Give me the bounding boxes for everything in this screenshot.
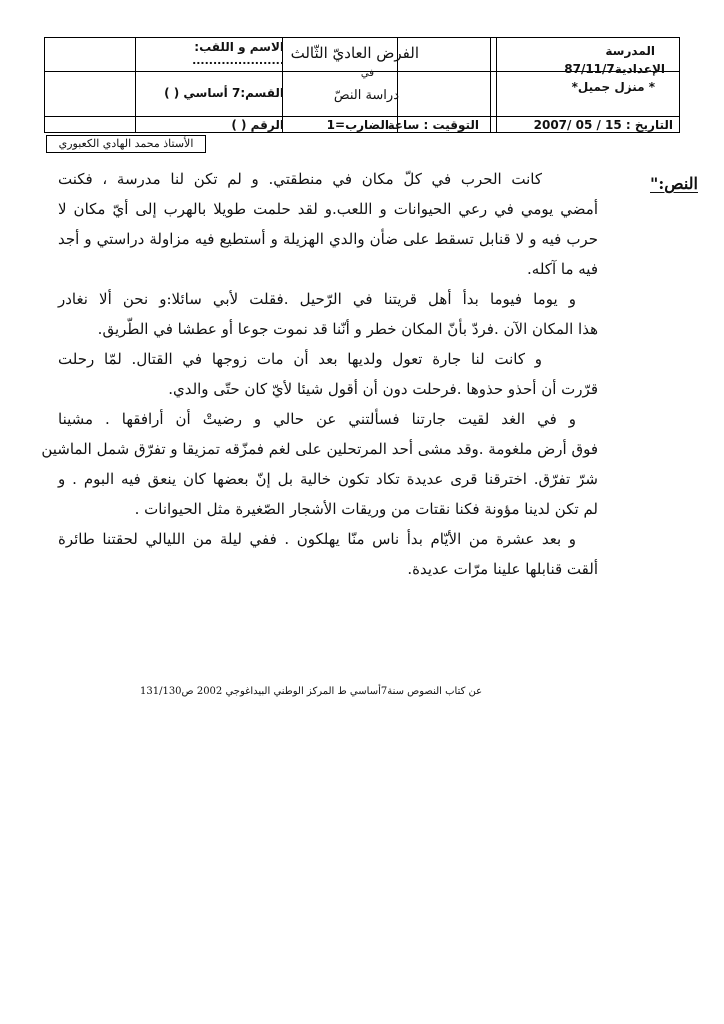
name-dots: ......................: [192, 54, 284, 67]
exam-in: في: [360, 68, 374, 79]
passage: [41, 164, 598, 584]
exam-subject: دراسة النصّ: [333, 88, 399, 103]
coef-label: الضارب=1: [326, 118, 389, 132]
passage-line: حرب فيه و لا قنابل تسقط على ضأن والدي الهزيلة و أستطيع فيه مزاولة دراستي و أجد: [58, 230, 598, 248]
exam-title: الفرض العاديّ الثّالث: [290, 44, 419, 62]
header-table: [44, 37, 680, 133]
date-label: التاريخ : 15 / 05 /2007: [533, 118, 673, 132]
passage-line: شرّ تفرّق. اخترقنا قرى عديدة تكاد تكون خالية بل إنّ بعضها كان ينعق فيه البوم . و: [58, 470, 598, 488]
passage-line: فوق أرض ملغومة .وقد مشى أحد المرتحلين على لغم فمزّقه تمزيقا و تفرّق شمل الماشين: [41, 440, 598, 458]
passage-line: و يوما فيوما بدأ أهل قريتنا في الرّحيل .فقلت لأبي سائلا:و نحن ألا نغادر: [58, 290, 577, 308]
passage-line: لم تكن لدينا مؤونة فكنا نقتات من وريقات الأشجار الصّغيرة مثل الحيوانات .: [134, 500, 598, 518]
class-label: القسم:7 أساسي ( ): [164, 86, 284, 100]
passage-line: هذا المكان الآن .فردّ بأنّ المكان خطر و أنّنا قد نموت جوعا أو عطشا في الطّريق.: [97, 320, 598, 338]
passage-line: ألقت قنابلها علينا مرّات عديدة.: [407, 560, 598, 578]
school-line2: الإعدادية87/11/7: [564, 62, 665, 76]
teacher-name: الأستاذ محمد الهادي الكعبوري: [46, 135, 206, 153]
passage-line: قرّرت أن أحذو حذوها .فرحلت دون أن أقول شيئا لأيّ كان حتّى والدي.: [168, 380, 598, 398]
number-label: الرقم ( ): [231, 118, 284, 132]
passage-line: فيه ما آكله.: [527, 260, 598, 278]
passage-line: و في الغد لقيت جارتنا فسألتني عن حالي و رضيتْ أن أرافقها . مشينا: [58, 410, 576, 428]
passage-line: كانت الحرب في كلّ مكان في منطقتي. و لم تكن لنا مدرسة ، فكنت: [58, 170, 542, 188]
passage-line: أمضي يومي في رعي الحيوانات و اللعب.و لقد حلمت طويلا بالهرب إلى أيّ مكان لا: [58, 200, 598, 218]
source-note: عن كتاب النصوص سنة7أساسي ط المركز الوطني البيداغوجي 2002 ص131/130: [140, 686, 483, 697]
passage-line: و كانت لنا جارة تعول ولديها بعد أن مات زوجها في القتال. لمّا رحلت: [58, 350, 542, 368]
timing-label: التوقيت : ساعة: [387, 118, 479, 132]
name-label: الاسم و اللقب:: [194, 40, 284, 54]
school-line1: المدرسة: [605, 44, 655, 58]
text-label: [650, 174, 698, 193]
text-label-word: النص:": [650, 174, 698, 193]
passage-line: و بعد عشرة من الأيّام بدأ ناس منّا يهلكون . ففي ليلة من الليالي لحقتنا طائرة: [58, 530, 576, 548]
school-line3: * منزل جميل*: [571, 80, 655, 94]
